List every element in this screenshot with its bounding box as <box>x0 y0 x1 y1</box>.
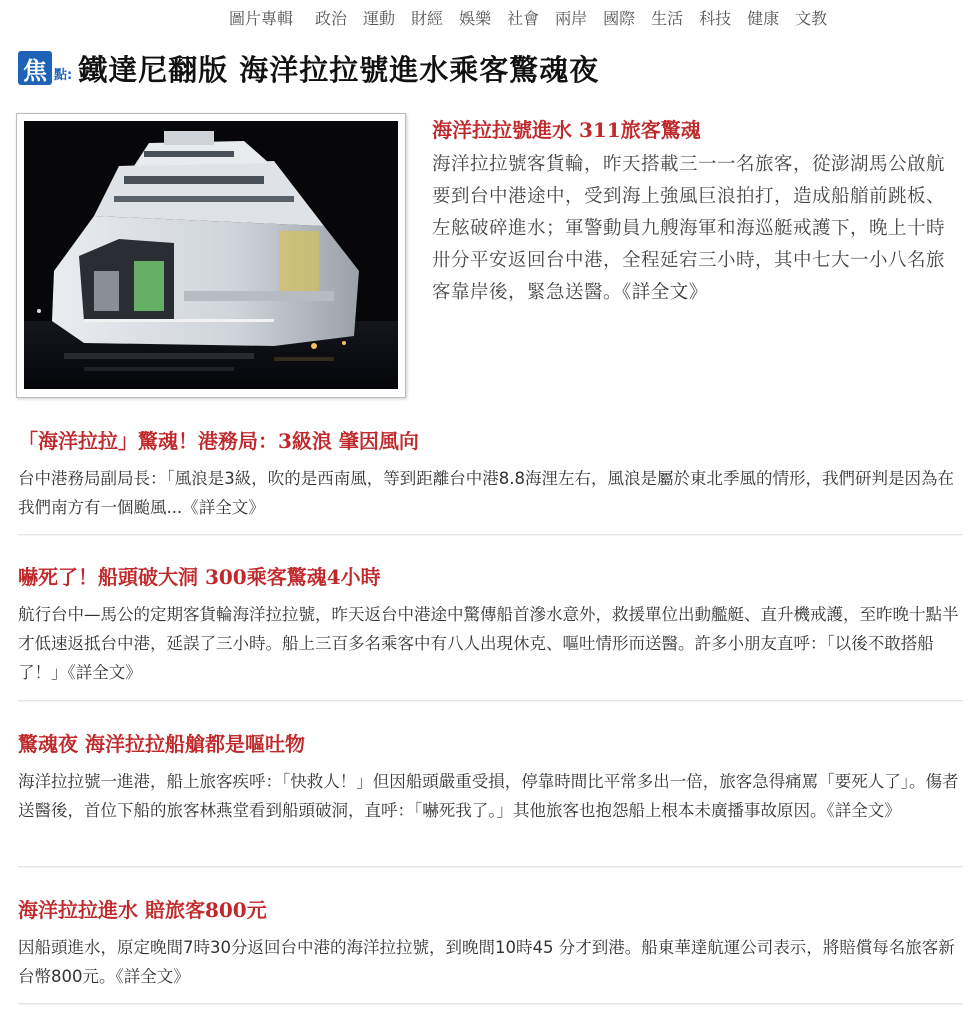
article-title[interactable]: 驚魂夜 海洋拉拉船艙都是嘔吐物 <box>18 732 305 756</box>
article-text: 因船頭進水，原定晚間7時30分返回台中港的海洋拉拉號，到晚間10時45 分才到港。船東華達航運公司表示，將賠償每名旅客新台幣800元。 <box>18 938 955 986</box>
lead-article-text: 海洋拉拉號客貨輪，昨天搭載三一一名旅客，從澎湖馬公啟航要到台中港途中，受到海上強風巨浪拍打，造成船艏前跳板、左舷破碎進水；軍警動員九艘海軍和海巡艇戒護下，晚上十時卅分平安返回台中港，全程延宕三小時，其中七大一小八名旅客靠岸後，緊急送醫。 <box>432 154 946 303</box>
nav-item-international[interactable]: 國際 <box>603 9 636 28</box>
article-body <box>18 767 963 825</box>
nav-item-photo-album[interactable]: 圖片專輯 <box>229 9 294 28</box>
lead-read-more-link[interactable]: 《詳全文》 <box>622 282 708 303</box>
article-body <box>18 933 963 991</box>
article-item <box>18 425 963 522</box>
divider <box>18 866 963 867</box>
lead-photo-frame[interactable] <box>16 113 406 398</box>
nav-item-entertainment[interactable]: 娛樂 <box>459 9 492 28</box>
divider <box>18 1003 963 1004</box>
article-text: 航行台中—馬公的定期客貨輪海洋拉拉號，昨天返台中港途中驚傳船首滲水意外，救援單位出動艦艇、直升機戒護，至昨晚十點半才低速返抵台中港，延誤了三小時。船上三百多名乘客中有八人出現休克、嘔吐情形而送醫。許多小朋友直呼：「以後不敢搭船了！」 <box>18 605 959 682</box>
nav-item-life[interactable]: 生活 <box>651 9 684 28</box>
article-item <box>18 728 963 825</box>
nav-item-education[interactable]: 文教 <box>795 9 828 28</box>
article-title[interactable]: 海洋拉拉進水 賠旅客800元 <box>18 898 267 922</box>
nav-item-cross-strait[interactable]: 兩岸 <box>555 9 588 28</box>
nav-item-politics[interactable]: 政治 <box>315 9 348 28</box>
page-title: 鐵達尼翻版 海洋拉拉號進水乘客驚魂夜 <box>78 52 600 87</box>
read-more-link[interactable]: 《詳全文》 <box>826 801 901 820</box>
article-body <box>18 464 963 522</box>
lead-article <box>432 114 957 309</box>
read-more-link[interactable]: 《詳全文》 <box>182 498 265 517</box>
read-more-link[interactable]: 《詳全文》 <box>115 967 190 986</box>
ferry-illustration <box>24 121 398 389</box>
focus-badge-icon <box>18 51 72 85</box>
article-title[interactable]: 「海洋拉拉」驚魂！港務局：3級浪 肇因風向 <box>18 429 419 453</box>
divider <box>18 700 963 701</box>
nav-item-technology[interactable]: 科技 <box>699 9 732 28</box>
article-body <box>18 600 963 687</box>
lead-article-body <box>432 149 957 309</box>
article-item <box>18 894 963 991</box>
article-text: 台中港務局副局長：「風浪是3級，吹的是西南風，等到距離台中港8.8海浬左右，風浪是屬於東北季風的情形，我們研判是因為在我們南方有一個颱風... <box>18 469 954 517</box>
nav-item-finance[interactable]: 財經 <box>411 9 444 28</box>
article-item <box>18 561 963 687</box>
nav-item-health[interactable]: 健康 <box>747 9 780 28</box>
top-nav <box>229 6 925 32</box>
article-text: 海洋拉拉號一進港，船上旅客疾呼：「快救人！」但因船頭嚴重受損，停靠時間比平常多出一倍，旅客急得痛罵「要死人了」。傷者送醫後，首位下船的旅客林燕堂看到船頭破洞，直呼：「嚇死我了。」其他旅客也抱怨船上根本未廣播事故原因。 <box>18 772 959 820</box>
article-title[interactable]: 嚇死了！船頭破大洞 300乘客驚魂4小時 <box>18 565 381 589</box>
read-more-link[interactable]: 《詳全文》 <box>67 663 142 682</box>
lead-article-title[interactable]: 海洋拉拉號進水 311旅客驚魂 <box>432 118 701 142</box>
nav-item-sports[interactable]: 運動 <box>363 9 396 28</box>
focus-badge-small: 點: <box>54 68 73 83</box>
nav-item-society[interactable]: 社會 <box>507 9 540 28</box>
ferry-photo[interactable] <box>24 121 398 389</box>
focus-badge-big: 焦 <box>18 51 52 85</box>
divider <box>18 534 963 535</box>
feature-headline <box>18 48 599 88</box>
